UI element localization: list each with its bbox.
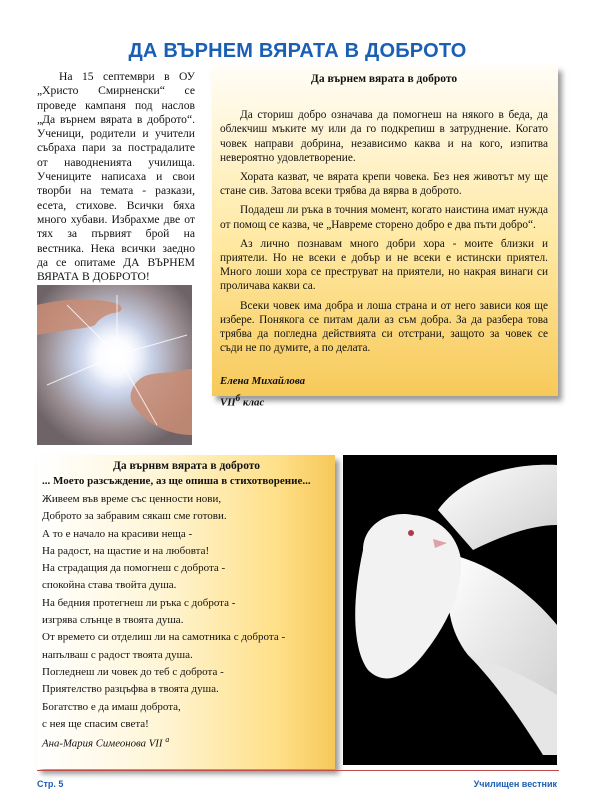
poem-line: На бедния протегнеш ли ръка с доброта - <box>42 596 236 609</box>
poem-line: спокойна става твойта душа. <box>42 579 177 592</box>
poem-subtitle: ... Моето разсъждение, аз ще опиша в стихотворение... <box>42 475 311 487</box>
page-title: ДА ВЪРНЕМ ВЯРАТА В ДОБРОТО <box>128 40 467 62</box>
essay-paragraph: Хората казват, че вярата крепи човека. Без нея животът му ще стане сив. Затова всеки трябва да вярва в доброто. <box>220 171 548 198</box>
essay-paragraph: Да сториш добро означава да помогнеш на някого в беда, да облекчиш мъките му или да го подкрепиш в затруднение. Когато човек направи добрина, независимо каква и на кого, изпитва невероятно удовлетворение. <box>220 109 548 164</box>
essay-grade-suffix: клас <box>242 397 265 410</box>
essay-paragraph: Всеки човек има добра и лоша страна и от него зависи коя ще избере. Понякога се питам дали аз съм добра. За да разбера това трябва да погледна действията си отстрани, защото за човек се съди не по думите, а по делата. <box>220 299 548 355</box>
poem-title: Да върнвм вярата в доброто <box>112 460 261 472</box>
footer-page-number: Стр. 5 <box>37 779 64 789</box>
poem-line: А то е начало на красиви неща - <box>42 527 193 540</box>
poem-line: изгрява слънце в твоята душа. <box>42 614 184 627</box>
poem-author-sup: а <box>165 735 170 745</box>
poem-box <box>37 455 335 769</box>
essay-grade-number: VII <box>220 397 236 410</box>
poem-line: Приятелство разцъфва в твоята душа. <box>42 683 219 696</box>
white-dove-image <box>343 455 557 765</box>
poem-line: От времето си отделиш ли на самотника с доброта - <box>42 631 286 644</box>
essay-signature <box>220 373 548 412</box>
hands-light-image <box>37 285 192 445</box>
poem-line: На радост, на щастие и на любовта! <box>42 544 210 557</box>
essay-grade <box>220 390 548 412</box>
essay-paragraph: Подадеш ли ръка в точния момент, когато наистина имат нужда от помощ се казва, че „Навреме сторено добро е два пъти добро“. <box>220 204 548 231</box>
footer-divider <box>37 770 559 771</box>
intro-text-block <box>37 70 195 284</box>
poem-line: с нея ще спасим света! <box>42 717 149 730</box>
poem-line: Богатство е да имаш доброта, <box>42 700 181 713</box>
poem-author: Ана-Мария Симеонова VII <box>42 737 163 750</box>
essay-grade-sup: б <box>235 393 241 404</box>
poem-line: Погледнеш ли човек до теб с доброта - <box>42 665 224 678</box>
footer-publication-name: Училищен вестник <box>473 779 557 789</box>
poem-line: На страдащия да помогнеш с доброта - <box>42 562 226 575</box>
intro-paragraph: На 15 септември в ОУ „Христо Смирненски“ се проведе кампаня под наслов „Да върнем вярата в доброто“. Ученици, родители и учители събраха пари за пострадалите от наводненията училища. Учениците написаха и свои творби на темата - разкази, есета, стихове. Всички бяха много хубави. Избрахме две от тях за първият брой на вестника. Нека всички заедно да се опитаме ДА ВЪРНЕМ ВЯРАТА В ДОБРОТО! <box>37 70 195 284</box>
essay-box <box>212 66 558 410</box>
essay-paragraph: Аз лично познавам много добри хора - моите близки и приятели. Но не всеки е добър и не всеки е истински приятел. Много лоши хора се преструват на приятели, но накрая винаги си проличава какви са. <box>220 237 548 293</box>
essay-author: Елена Михайлова <box>220 375 305 388</box>
poem-line: Доброто за забравим сякаш сме готови. <box>42 510 227 523</box>
poem-line: Живеем във време със ценности нови, <box>42 493 222 505</box>
poem-line: напълваш с радост твоята душа. <box>42 648 193 661</box>
poem-signature <box>42 735 331 750</box>
essay-title: Да върнем вярата в доброто <box>310 73 458 85</box>
